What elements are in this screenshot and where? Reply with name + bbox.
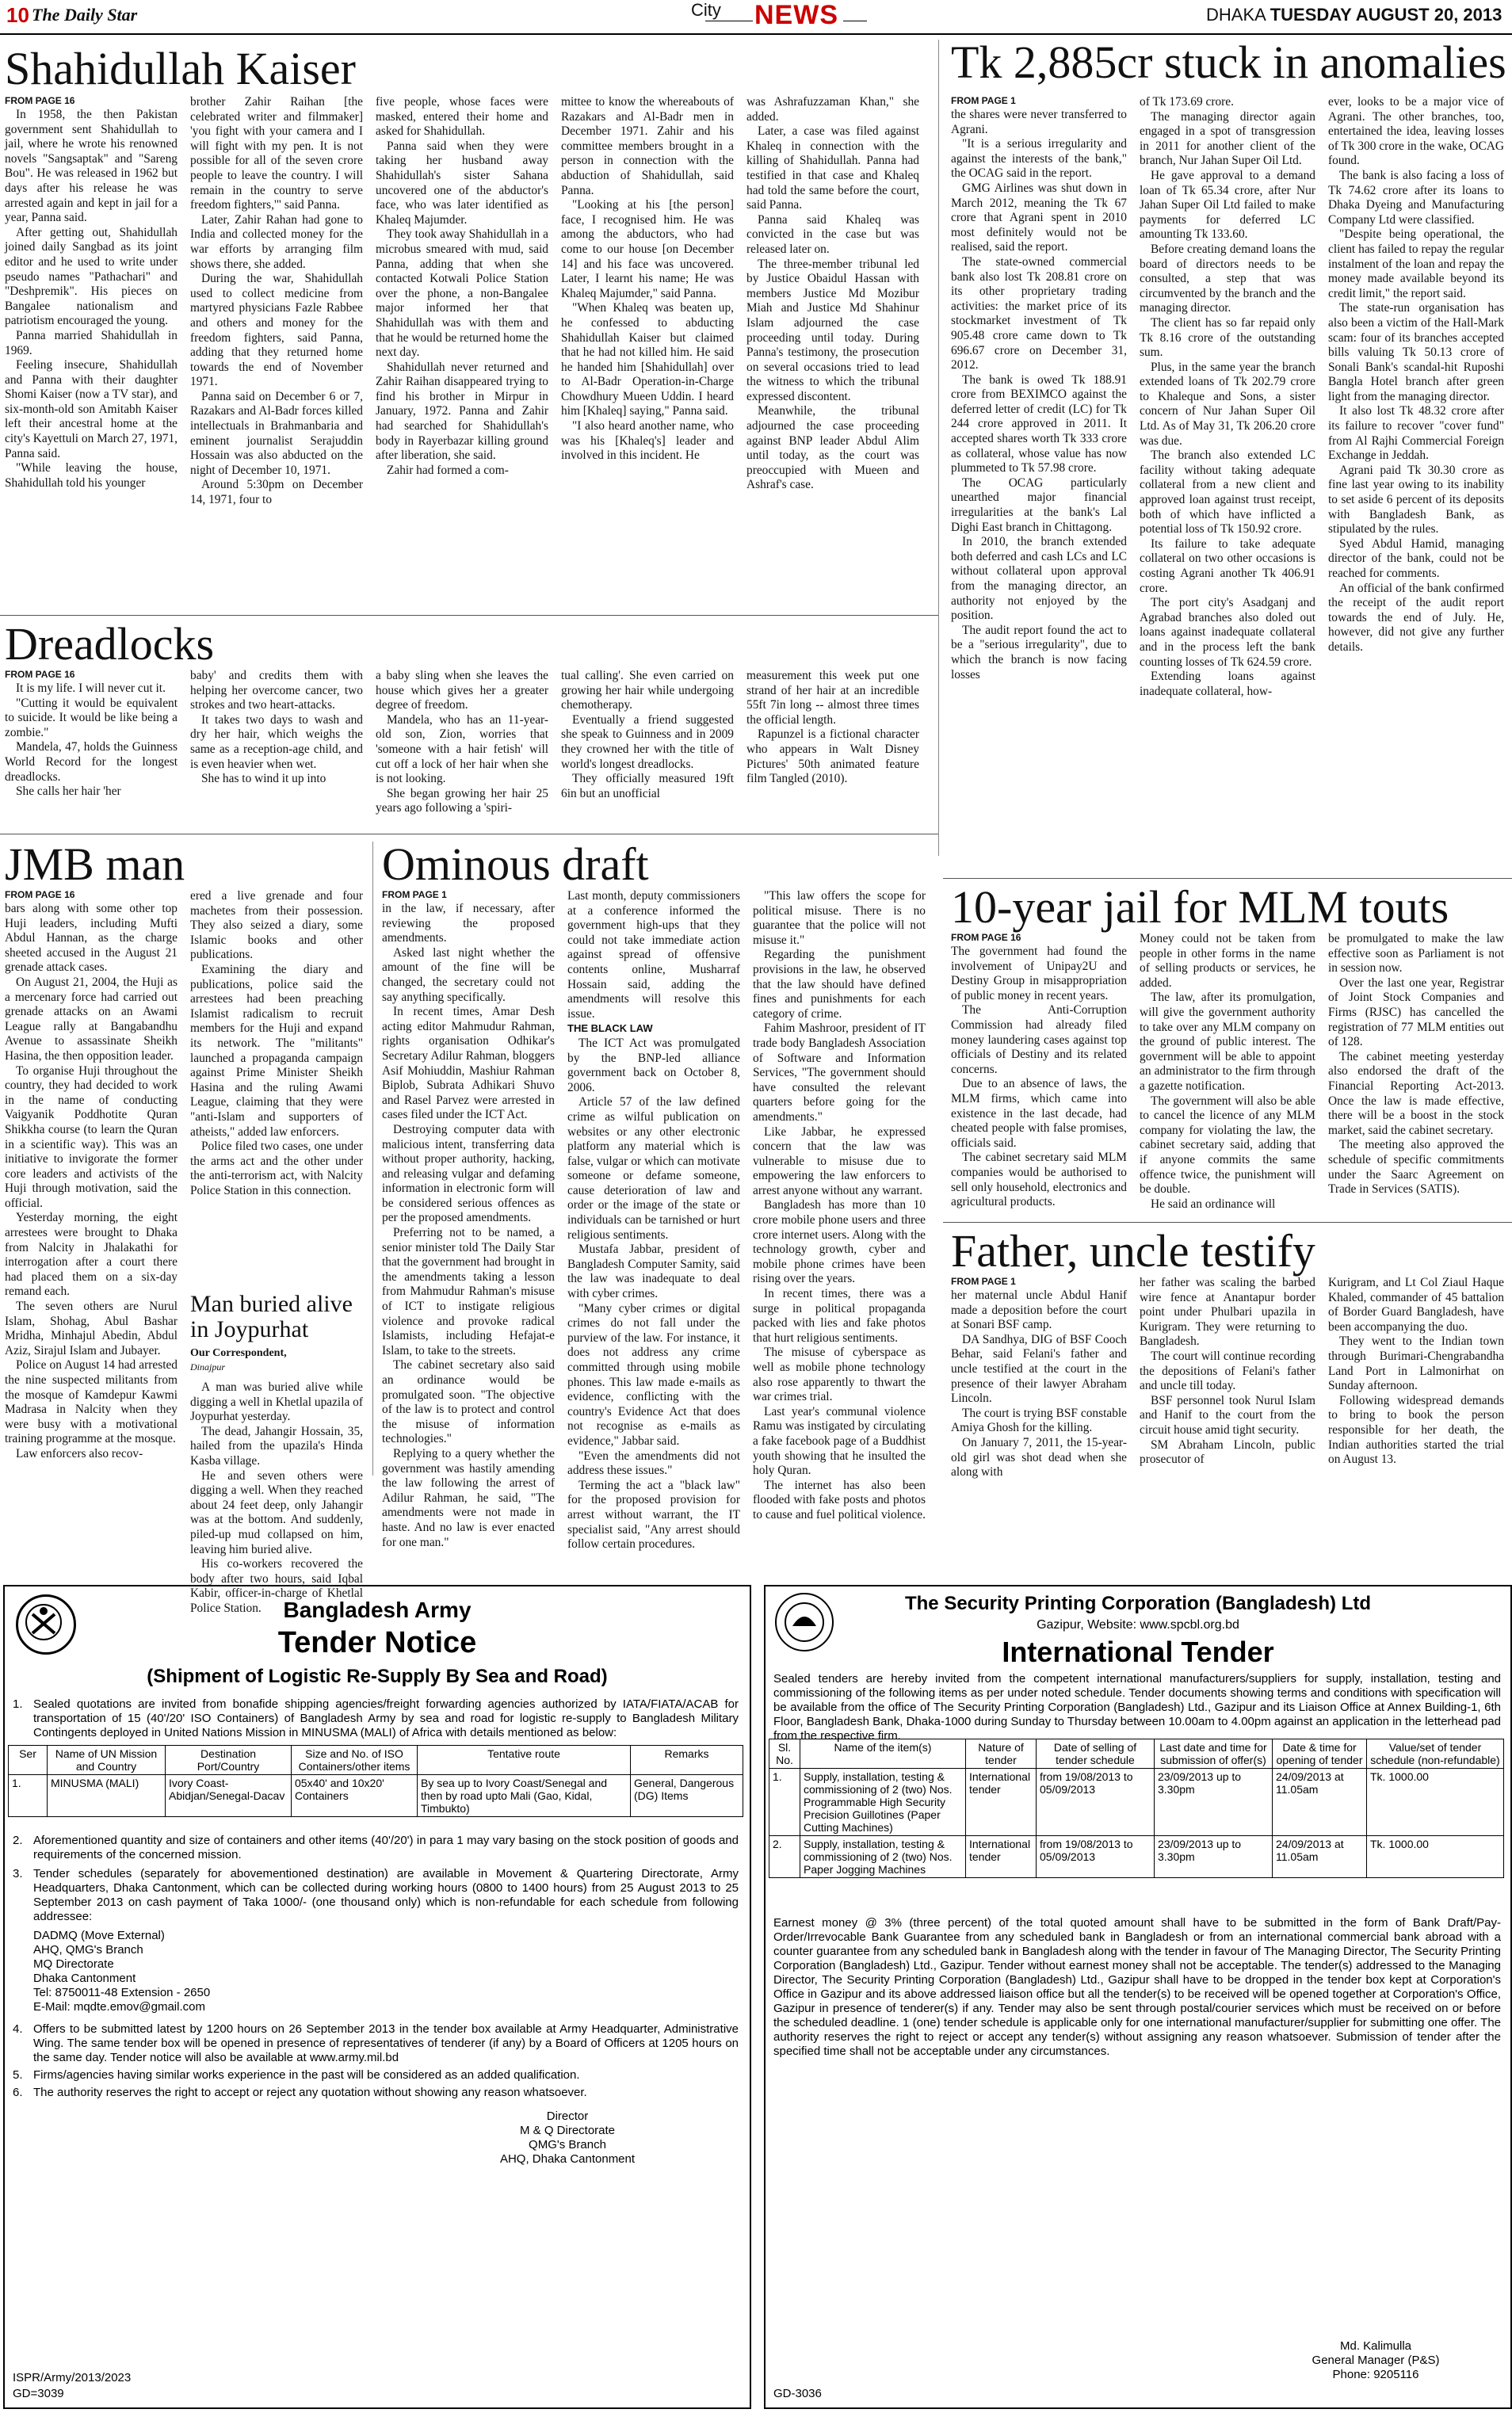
ad-reference: ISPR/Army/2013/2023 [13, 2371, 132, 2384]
story-dateline: Dinajpur [190, 1361, 226, 1373]
text-line: Dhaka Cantonment [33, 1972, 136, 1985]
paragraph: In recent times, there was a surge in political propaganda packed with lies and fake photos that hurt religious sentiments. [753, 1287, 926, 1345]
paragraph: her father was scaling the barbed wire fence at Anantapur border point under Phulbari upazila in Kurigram. They were returning to Bangladesh. [1140, 1276, 1315, 1349]
paragraph: The court will continue recording the depositions of Felani's father and uncle till today. [1140, 1349, 1315, 1393]
paragraph: Meanwhile, the tribunal adjourned the case proceeding against BNP leader Abdul Alim until today, as the court was preoccupied with Mueen and Ashraf's case. [746, 404, 919, 492]
table-cell: 1. [769, 1769, 800, 1836]
ad-signature [449, 2109, 686, 2167]
paragraph: "Many cyber crimes or digital crimes do not fall under the purview of the law. For instance, it does not address any crime committed through using mobile phones. This law made e-mails as evidence, conflicting with the country's Evidence Act that does not recognise as e-mails as evidence," Jabbar said. [567, 1301, 740, 1448]
table-cell: International tender [966, 1769, 1037, 1836]
story-column [1140, 95, 1315, 699]
paragraph: the shares were never transferred to Agrani. [951, 108, 1127, 136]
paragraph: She began growing her hair 25 years ago following a 'spiri- [376, 786, 548, 815]
table-header: Date of selling of tender schedule [1037, 1739, 1155, 1769]
paragraph: Asked last night whether the amount of the fine will be changed, the secretary could not say anything specifically. [382, 945, 555, 1004]
paragraph: In 1958, the then Pakistan government sent Shahidullah to jail, where he wrote his renowned novels "Sangsaptak" and "Sareng Bou". He was released in 1962 but days after his release he was arrested again and kept in jail for a year, Panna said. [5, 108, 178, 225]
kicker: FROM PAGE 16 [5, 669, 75, 680]
ad-item: Sealed quotations are invited from bonafide shipping agencies/freight forwarding agencies authorized by IATA/FIATA/ACAB for transportation of 15 (40'/20' ISO Containers) of Bangladesh Army by sea and road for logistic re-supply to Bangladesh Military Contingents deployed in United Nations Mission in MINUSMA (MALI) of Africa with details mentioned as below: [33, 1697, 739, 1739]
table-cell: General, Dangerous (DG) Items [631, 1775, 743, 1817]
paragraph: Yesterday morning, the eight arrestees were brought to Dhaka from Nalcity in Jhalakathi for interrogation after a court there had placed them on a six-day remand each. [5, 1211, 178, 1299]
paragraph: Agrani paid Tk 30.30 crore as fine last year owing to its inability to set aside 6 percent of its deposits with Bangladesh Bank, as stipulated by the rules. [1328, 463, 1504, 536]
paragraph: Zahir had formed a com- [387, 463, 509, 477]
kicker: FROM PAGE 16 [5, 889, 75, 900]
page-number: 10 [6, 3, 29, 27]
table-cell: 24/09/2013 at 11.05am [1273, 1769, 1367, 1836]
paragraph: "Cutting it would be equivalent to suicide. It would be like being a zombie." [5, 696, 178, 739]
paragraph: Like Jabbar, he expressed concern that the law was vulnerable to misuse due to empowering the law enforcers to arrest anyone without any warrant. [753, 1124, 926, 1197]
table-cell: 23/09/2013 up to 3.30pm [1155, 1769, 1273, 1836]
army-tender-ad [3, 1585, 751, 2409]
story-column [561, 95, 734, 464]
paragraph: Around 5:30pm on December 14, 1971, four to [190, 478, 363, 507]
paragraph: Last year's communal violence Ramu was instigated by circulating a fake facebook page of a Buddhist youth showing that he insulted the holy Quran. [753, 1404, 926, 1478]
story-column [753, 889, 926, 1523]
paragraph: He gave approval to a demand loan of Tk 65.34 crore, after Nur Jahan Super Oil Ltd failed to make payments for deferred LC amounting Tk 133.60. [1140, 168, 1315, 242]
paragraph: The law, after its promulgation, will give the government authority to take over any MLM company on the ground of public interest. The government will be able to appoint an administrator to the firm through a gazette notification. [1140, 991, 1315, 1093]
table-row [9, 1775, 743, 1817]
paragraph: The managing director again engaged in a spot of transgression in 2011 for another client of the branch, Nur Jahan Super Oil Ltd. [1140, 109, 1315, 168]
text-line: M & Q Directorate [519, 2124, 616, 2137]
ad-org: The Security Printing Corporation (Bangladesh) Ltd [904, 1593, 1372, 1614]
text-line: MQ Directorate [33, 1957, 114, 1971]
paragraph: Extending loans against inadequate collateral, how- [1140, 670, 1315, 698]
paragraph: The cabinet secretary also said an ordinance would be promulgated soon. "The objective of the law is to protect and control the misuse of information technologies." [382, 1358, 555, 1446]
paragraph: The misuse of cyberspace as well as mobile phone technology also rose apparently to thwart the war crimes trial. [753, 1346, 926, 1404]
ad-intro: Sealed tenders are hereby invited from the competent international manufacturers/suppliers for supply, installation, testing and commissioning of the following items as per under noted schedule. Tender documents showing terms and conditions with specification will be available from the office of The Security Printing Corporation (Bangladesh) Ltd., Gazipur and its Liaison Office at Annex Building-1, 6th Floor, Bangladesh Bank, Dhaka-1000 during Sunday to Thursday between 10.00am to 4.00pm against an application in the letterhead pad from the respective firm. [773, 1672, 1501, 1743]
paragraph: ered a live grenade and four machetes from their possession. They also seized a diary, some Islamic books and other publications. [190, 889, 363, 962]
ad-item: Aforementioned quantity and size of containers and other items (40'/20') in para 1 may vary basing on the stock position of goods and requirements of the concerned mission. [33, 1834, 739, 1861]
paragraph: measurement this week put one strand of her hair at an incredible 55ft 7in long -- almost three times the official length. [746, 669, 919, 727]
paragraph: "Looking at his [the person] face, I recognised him. He was among the abductors, who had come to our house [on December 14] and his face was uncovered. Later, I learnt his name; He was Khaleq Majumder," said Panna. [561, 198, 734, 300]
paragraph: The branch also extended LC facility without taking adequate collateral from a new client and approved loan against trust receipt, both of which have inflicted a potential loss of Tk 150.92 crore. [1140, 449, 1315, 536]
headline-ominous-draft: Ominous draft [382, 838, 649, 890]
ad-address: Gazipur, Website: www.spcbl.org.bd [1037, 1618, 1239, 1632]
paragraph: tual calling'. She even carried on growing her hair while undergoing chemotherapy. [561, 669, 734, 712]
byline: Our Correspondent, [190, 1347, 287, 1359]
paragraph: SM Abraham Lincoln, public prosecutor of [1140, 1437, 1315, 1467]
story-column [5, 682, 178, 800]
paragraph: The bank is owed Tk 188.91 crore from BEXIMCO against the deferred letter of credit (LC) for Tk 244 crore approved in 2011. It accepted shares worth Tk 333 crore as collateral, whose value has now plummeted to Tk 57.98 crore. [951, 372, 1127, 475]
paragraph: They took away Shahidullah in a microbus smeared with mud, said Panna, adding that when she contacted Kotwali Police Station over the phone, a non-Bangalee major informed her that Shahidullah was with them and that he would be returned home the next day. [376, 227, 548, 360]
table-cell: By sea up to Ivory Coast/Senegal and then by road upto Mali (Gao, Kidal, Timbukto) [418, 1775, 631, 1817]
paragraph: a baby sling when she leaves the house which gives her a greater degree of freedom. [376, 669, 548, 712]
story-column [1140, 932, 1315, 1212]
story-column [951, 945, 1127, 1210]
paragraph: The client has so far repaid only Tk 8.16 crore of the outstanding sum. [1140, 315, 1315, 360]
story-divider [0, 615, 938, 616]
ad-reference: GD-3036 [773, 2387, 822, 2400]
text-line: AHQ, QMG's Branch [33, 1943, 143, 1957]
paragraph: The ICT Act was promulgated by the BNP-led alliance government back on October 8, 2006. [567, 1036, 740, 1094]
paragraph: Rapunzel is a fictional character who appears in Walt Disney Pictures' 50th animated feature film Tangled (2010). [746, 727, 919, 786]
text-line: AHQ, Dhaka Cantonment [499, 2152, 636, 2166]
paragraph: A man was buried alive while digging a well in Khetlal upazila of Joypurhat yesterday. [190, 1380, 363, 1424]
paragraph: She has to wind it up into [201, 772, 326, 786]
story-column [190, 1380, 363, 1617]
paragraph: BSF personnel took Nurul Islam and Hanif to the court from the circuit house amid tight security. [1140, 1393, 1315, 1437]
paragraph: baby' and credits them with helping her overcome cancer, two strokes and two heart-attacks. [190, 669, 363, 712]
paragraph: It also lost Tk 48.32 crore after its failure to recover "cover fund" from Al Rajhi Commercial Foreign Exchange in Jeddah. [1328, 404, 1504, 463]
paragraph: Kurigram, and Lt Col Ziaul Haque Khaled, commander of 45 battalion of Border Guard Bangladesh, have been accompanying the duo. [1328, 1276, 1504, 1334]
paragraph: ever, looks to be a major vice of Agrani. The other branches, too, entertained the idea, leaving losses of Tk 300 crore in the wake, OCAG found. [1328, 95, 1504, 168]
kicker: FROM PAGE 1 [951, 95, 1016, 106]
table-cell: from 19/08/2013 to 05/09/2013 [1037, 1769, 1155, 1836]
text-line: Phone: 9205116 [1332, 2368, 1419, 2381]
table-cell: Supply, installation, testing & commissioning of 2 (two) Nos. Paper Jogging Machines [800, 1836, 966, 1878]
paragraph: The government will also be able to cancel the licence of any MLM company for violating the law, the cabinet secretary said, adding that if anyone commits the same offence twice, the punishment will be double. [1140, 1094, 1315, 1197]
table-row [769, 1769, 1504, 1836]
item-number: 5. [13, 2068, 23, 2082]
paragraph: Following widespread demands to bring to book the person responsible for her death, the Indian authorities started the trial on August 13. [1328, 1393, 1504, 1467]
kicker: FROM PAGE 16 [951, 932, 1021, 943]
story-column [746, 669, 919, 787]
paragraph: Later, a case was filed against Khaleq in connection with the killing of Shahidullah. Panna had testified in that case and Khaleq had told the same before the court, said Panna. [746, 124, 919, 212]
paragraph: in the law, if necessary, after reviewing the proposed amendments. [382, 902, 555, 945]
item-number: 3. [13, 1867, 23, 1880]
paragraph: The state-run organisation has also been a victim of the Hall-Mark scam: four of its branches accepted bills valuing Tk 50.13 crore of Sonali Bank's scandal-hit Ruposhi Bangla Hotel branch after green light from the managing director. [1328, 301, 1504, 403]
headline-mlm: 10-year jail for MLM touts [951, 881, 1449, 933]
text-line: E-Mail: mqdte.emov@gmail.com [33, 2000, 205, 2014]
paragraph: mittee to know the whereabouts of Razakars and Al-Badr men in December 1971. Zahir and his committee members brought in a person in connection with the abduction of Shahidullah, said Panna. [561, 95, 734, 197]
table-cell: 2. [769, 1836, 800, 1878]
dateline: DHAKA TUESDAY AUGUST 20, 2013 [1206, 5, 1502, 25]
headline-jmb: JMB man [5, 838, 185, 890]
paragraph: To organise Huji throughout the country, they had decided to work in the name of conducting Vaigyanik Poddhotite Quran Shikkha course (to learn the Quran in a scientific way). This was an initiative to invigorate the former core leaders and activists of the Huji through motivation, said the official. [5, 1063, 178, 1210]
table-header: Name of the item(s) [800, 1739, 966, 1769]
ad-item: Firms/agencies having similar works experience in the past will be considered as an added qualification. [33, 2068, 580, 2082]
kicker: FROM PAGE 1 [382, 889, 447, 900]
paragraph: "Even the amendments did not address these issues." [567, 1449, 740, 1478]
paragraph: bars along with some other top Huji leaders, including Mufti Abdul Hannan, as the charge sheeted accused in the August 21 grenade attack cases. [5, 902, 178, 975]
spcbl-schedule-table [769, 1739, 1504, 1878]
paragraph: five people, whose faces were masked, entered their home and asked for Shahidullah. [376, 95, 548, 139]
story-column [1328, 1276, 1504, 1468]
paragraph: He and seven others were digging a well. When they reached about 24 feet deep, only Jahangir was at the bottom. And suddenly, piled-up mud collapsed on him, leaving him buried alive. [190, 1468, 363, 1556]
table-header: Last date and time for submission of offer(s) [1155, 1739, 1273, 1769]
paragraph: her maternal uncle Abdul Hanif made a deposition before the court at Sonari BSF camp. [951, 1289, 1127, 1332]
page-header [0, 0, 1512, 32]
paragraph: Eventually a friend suggested she speak to Guinness and in 2009 they crowned her with the title of world's longest dreadlocks. [561, 712, 734, 771]
paragraph: Last month, deputy commissioners at a conference informed the government high-ups that they could not take immediate action against spread of offensive contents online, Musharraf Hossain said, adding the amendments will resolve this issue. [567, 889, 740, 1021]
text-line: General Manager (P&S) [1312, 2354, 1440, 2367]
column-rule [372, 842, 373, 1476]
table-cell: Tk. 1000.00 [1367, 1769, 1504, 1836]
paragraph: The internet has also been flooded with fake posts and photos to cause and fuel political violence. [753, 1478, 926, 1521]
paragraph: Destroying computer data with malicious intent, transferring data without proper authority, hacking, and releasing vulgar and defaming information in electronic form will be considered serious offences as per the proposed amendments. [382, 1122, 555, 1225]
paragraph: Preferring not to be named, a senior minister told The Daily Star that the government had brought in the amendments taking a lesson from Mahmudur Rahman's misuse of ICT to instigate religious violence and provoke radical Islamists, including Hefajat-e Islam, to take to the streets. [382, 1226, 555, 1357]
headline-buried-alive: Man buried alive in Joypurhat [190, 1291, 353, 1342]
paragraph: The OCAG particularly unearthed major financial irregularities at the bank's Lal Dighi East branch in Chittagong. [951, 475, 1127, 534]
paragraph: "This law offers the scope for political misuse. There is no guarantee that the police will not misuse it." [753, 889, 926, 947]
section-label: NEWS [754, 0, 838, 30]
story-column [190, 669, 363, 787]
paragraph: was Ashrafuzzaman Khan," she added. [746, 95, 919, 124]
paragraph: DA Sandhya, DIG of BSF Cooch Behar, said Felani's father and uncle testified at the court in the presence of their lawyer Abraham Lincoln. [951, 1332, 1127, 1406]
ad-signature [1257, 2339, 1495, 2382]
table-header: Ser [9, 1746, 48, 1775]
paragraph: The cabinet meeting yesterday also endorsed the draft of the Financial Reporting Act-2013. Once the law is made effective, there will be a boost in the stock market, said the cabinet secretary. [1328, 1049, 1504, 1137]
text-line: Tel: 8750011-48 Extension - 2650 [33, 1986, 211, 1999]
paragraph: They officially measured 19ft 6in but an unofficial [561, 772, 734, 800]
paragraph: The bank is also facing a loss of Tk 74.62 crore after its loans to Dhaka Dyeing and Manufacturing Company Ltd were classified. [1328, 168, 1504, 227]
paragraph: "While leaving the house, Shahidullah told his younger [5, 461, 178, 490]
paragraph: Plus, in the same year the branch extended loans of Tk 202.79 crore to Khaleque and Sons, a sister concern of Nur Jahan Super Oil Ltd. As of May 31, Tk 206.20 crore was due. [1140, 360, 1315, 448]
story-column [5, 108, 178, 491]
paragraph: In recent times, Amar Desh acting editor Mahmudur Rahman, rights organisation Odhikar's Secretary Adilur Rahman, bloggers Asif Mohiuddin, Mashiur Rahman Biplob, Subrata Adhikari Shuvo and Rasel Parvez were arrested in cases filed under the ICT Act. [382, 1005, 555, 1122]
paragraph: Its failure to take adequate collateral on two other occasions is costing Agrani another Tk 406.91 crore. [1140, 536, 1315, 595]
paragraph: brother Zahir Raihan [the celebrated writer and filmmaker] 'you fight with your camera and I will fight with my pen. It is not possible for all of the seven crore people to leave the country. I will remain in the country to serve freedom fighters,'" said Panna. [190, 95, 363, 212]
table-cell: Tk. 1000.00 [1367, 1836, 1504, 1878]
paragraph: The cabinet secretary said MLM companies would be authorised to sell only household, electronics and agricultural products. [951, 1151, 1127, 1209]
paragraph: Panna married Shahidullah in 1969. [5, 328, 178, 357]
ad-terms: Earnest money @ 3% (three percent) of the total quoted amount shall have to be submitted in the form of Bank Draft/Pay-Order/Irrevocable Bank Guarantee from any scheduled bank in Bangladesh or from an international commercial bank abroad with a counter guarantee from any scheduled bank in Bangladesh along with the tender in favour of The Managing Director, The Security Printing Corporation (Bangladesh) Ltd., Gazipur. Tender without earnest money shall not be acceptable. The tender(s) addressed to the Managing Director, The Security Printing Corporation (Bangladesh) Ltd., Gazipur shall have to be dropped in the tender box kept at Corporation's Office in Gazipur and its above addressed liaison office but all the tender(s) to be received will be opened together at Corporation's Office, Gazipur in presence of tenderer(s) if any. Tender may also be sent through postal/courier services which must be received on or before the scheduled deadline. 1 (one) tender schedule is applicable only for one international manufacturer/supplier for submitting one offer. The authority reserves the right to reject or accept any tender(s) without assigning any reason whatsoever. Submission of tender after the specified time shall not be acceptable under any circumstances. [773, 1916, 1501, 2058]
story-column [561, 669, 734, 801]
story-divider [943, 1222, 1512, 1223]
masthead-logo: The Daily Star [32, 5, 138, 25]
paragraph: Police filed two cases, one under the arms act and the other under the anti-terrorism act, with Nalcity Police Station in this connection. [190, 1140, 363, 1197]
paragraph: Later, Zahir Rahan had gone to India and collected money for the war efforts by arranging film shows there, she added. [190, 212, 363, 271]
text-line: DADMQ (Move External) [33, 1929, 165, 1942]
story-column [746, 95, 919, 493]
story-column [190, 95, 363, 508]
paragraph: Replying to a query whether the government was hastily amending the law following the arrest of Adilur Rahman, he said, "The amendments were not made in haste. And no law is ever enacted for one man." [382, 1446, 555, 1549]
paragraph: THE BLACK LAW [567, 1022, 653, 1035]
paragraph: The seven others are Nurul Islam, Shohag, Abul Bashar Mridha, Minhajul Abedin, Abdul Aziz, Sirajul Islam and Jubayer. [5, 1300, 178, 1357]
item-number: 1. [13, 1697, 23, 1711]
paragraph: Money could not be taken from people in other forms in the name of selling products or services, he added. [1140, 932, 1315, 990]
paragraph: His co-workers recovered the body after two hours, said Iqbal Kabir, officer-in-charge of Khetlal Police Station. [190, 1557, 363, 1615]
paragraph: "When Khaleq was beaten up, he confessed to abducting Shahidullah Kaiser but claimed that he had not killed him. He said he handed him [Shahidullah] over to Al-Badr Operation-in-Charge Chowdhury Mueen Uddin. I heard him [Khaleq] saying," Panna said. [561, 301, 734, 418]
paragraph: Panna said when they were taking her husband away Shahidullah's sister Sahana uncovered one of the abductor's face, who was later identified as Khaleq Majumder. [376, 139, 548, 227]
paragraph: On January 7, 2011, the 15-year-old girl was shot dead when she along with [951, 1435, 1127, 1479]
headline-anomalies: Tk 2,885cr stuck in anomalies [951, 36, 1506, 88]
paragraph: It takes two days to wash and dry her hair, which weighs the same as a reception-age child, and is even heavier when wet. [190, 712, 363, 771]
paragraph: Law enforcers also recov- [16, 1446, 143, 1460]
paragraph: The court is trying BSF constable Amiya Ghosh for the killing. [951, 1406, 1127, 1435]
story-column [1328, 932, 1504, 1197]
paragraph: The dead, Jahangir Hossain, 35, hailed from the upazila's Hinda Kasba village. [190, 1424, 363, 1468]
story-column [1140, 1276, 1315, 1468]
paragraph: Due to an absence of laws, the MLM firms, which came into existence in the last decade, had cheated people with false promises, officials said. [951, 1077, 1127, 1150]
item-number: 4. [13, 2022, 23, 2036]
table-header-row [769, 1739, 1504, 1769]
item-number: 6. [13, 2086, 23, 2099]
paragraph: "Despite being operational, the client has failed to repay the regular instalment of the loan and repay the money made available beyond its credit limit," the report said. [1328, 227, 1504, 300]
table-cell: 1. [9, 1775, 48, 1817]
ad-item: The authority reserves the right to accept or reject any quotation without showing any reason whatsoever. [33, 2086, 587, 2099]
paragraph: Syed Abdul Hamid, managing director of the bank, could not be reached for comments. [1328, 536, 1504, 580]
table-cell: International tender [966, 1836, 1037, 1878]
paragraph: Shahidullah never returned and Zahir Raihan disappeared trying to find his brother in Mirpur in January, 1972. Panna and Zahir had searched for Shahidullah's body in Rayerbazar killing ground after liberation, she said. [376, 360, 548, 463]
story-column [382, 902, 555, 1550]
paragraph: Examining the diary and publications, police said the arrestees had been preaching Islamist radicalism to recruit members for the Huji and expand its network. The "militants" launched a propaganda campaign against Prime Minister Sheikh Hasina and the ruling Awami League, claiming that they were "anti-Islam and supporters of atheists," added law enforcers. [190, 962, 363, 1139]
table-header: Size and No. of ISO Containers/other items [292, 1746, 418, 1775]
paragraph: The state-owned commercial bank also lost Tk 208.81 crore on its other proprietary trading activities: the market price of its stockmarket investment of Tk 905.48 crore came down to Tk 696.67 crore on December 31, 2012. [951, 254, 1127, 372]
story-column [567, 889, 740, 1552]
headline-dreadlocks: Dreadlocks [5, 618, 215, 670]
text-line: Director [546, 2109, 589, 2123]
table-header: Remarks [631, 1746, 743, 1775]
table-cell: 05x40' and 10x20' Containers [292, 1775, 418, 1817]
item-number: 2. [13, 1834, 23, 1847]
paragraph: An official of the bank confirmed the receipt of the audit report towards the end of July. He, however, did not give any further details. [1328, 581, 1504, 654]
table-cell: 24/09/2013 at 11.05am [1273, 1836, 1367, 1878]
paragraph: be promulgated to make the law effective soon as Parliament is not in session now. [1328, 932, 1504, 976]
table-header: Date & time for opening of tender [1273, 1739, 1367, 1769]
ad-item: Tender schedules (separately for abovementioned destination) are available in Movement & Quartering Directorate, Army Headquarters, Dhaka Cantonment, which can be collected during working hours (0800 to 1400 hours) from 25 August 2013 to 25 September 2013 on cash payment of Taka 1000/- (one thousand only) which is non-refundable for each schedule from following addressee: [33, 1867, 739, 1923]
paragraph: Mustafa Jabbar, president of Bangladesh Computer Samity, said the law was inadequate to deal with cyber crimes. [567, 1243, 740, 1301]
paragraph: Terming the act a "black law" for the proposed provision for arrest without warrant, the IT specialist said, "Any arrest should follow certain procedures. [567, 1478, 740, 1552]
table-header: Nature of tender [966, 1739, 1037, 1769]
ad-subtitle: (Shipment of Logistic Re-Supply By Sea and Road) [147, 1666, 608, 1687]
paragraph: They went to the Indian town through Burimari-Chengrabandha Land Port in Lalmonirhat on Sunday afternoon. [1328, 1334, 1504, 1393]
paragraph: Panna said Khaleq was convicted in the case but was released later on. [746, 212, 919, 256]
paragraph: The government had found the involvement of Unipay2U and Destiny Group in misappropriation of public money in recent years. [951, 945, 1127, 1002]
table-cell: Supply, installation, testing & commissioning of 2 (two) Nos. Programmable High Security Precision Guillotines (Paper Cutting Machines) [800, 1769, 966, 1836]
paragraph: After getting out, Shahidullah joined daily Sangbad as its joint editor and he used to write under pseudo names "Pathachari" and "Deshpremik". His pieces on Bangalee nationalism and patriotism encouraged the young. [5, 225, 178, 328]
text-line: Md. Kalimulla [1339, 2339, 1412, 2353]
story-column [376, 95, 548, 478]
ad-org: Bangladesh Army [283, 1598, 472, 1622]
table-cell: Ivory Coast-Abidjan/Senegal-Dacav [166, 1775, 292, 1817]
table-header: Value/set of tender schedule (non-refundable) [1367, 1739, 1504, 1769]
paragraph: She calls her hair 'her [16, 785, 121, 799]
paragraph: "It is a serious irregularity and against the interests of the bank," the OCAG said in the report. [951, 137, 1127, 181]
table-header: Sl. No. [769, 1739, 800, 1769]
paragraph: Before creating demand loans the board of directors needs to be consulted, a step that was circumvented by the branch and the managing director. [1140, 242, 1315, 315]
paragraph: Police on August 14 had arrested the nine suspected militants from the mosque of Kamdepur Kawmi Madrasa in Nalcity when they were busy with a motivational training programme at the mosque. [5, 1358, 178, 1446]
paragraph: Mandela, who has an 11-year-old son, Zion, worries that 'someone with a hair fetish' will cut off a lock of her hair when she is not looking. [376, 712, 548, 786]
paragraph: GMG Airlines was shut down in March 2012, meaning the Tk 67 crore that Agrani spent in 2010 most definitely would not be realised, said the report. [951, 181, 1127, 254]
paragraph: Panna said on December 6 or 7, Razakars and Al-Badr forces killed intellectuals in Brahmanbaria and eminent journalist Serajuddin Hossain was also abducted on the night of December 10, 1971. [190, 389, 363, 477]
paragraph: The Anti-Corruption Commission had already filed money laundering cases against top officials of Destiny and its related concerns. [951, 1003, 1127, 1076]
paragraph: Over the last one year, Registrar of Joint Stock Companies and Firms (RJSC) has cancelled the registration of 77 MLM entities out of 128. [1328, 976, 1504, 1049]
story-column [951, 108, 1127, 682]
story-divider [943, 878, 1512, 879]
paragraph: Feeling insecure, Shahidullah and Panna with their daughter Shomi Kaiser (now a TV star), and six-month-old son Amitabh Kaiser left their ancestral home at the city's Kayettuli on March 27, 1971, Panna said. [5, 358, 178, 460]
story-column [1328, 95, 1504, 655]
ad-reference: GD=3039 [13, 2387, 64, 2400]
paragraph: Bangladesh has more than 10 crore mobile phone users and three crore internet users. Along with the technology growth, cyber and mobile phone crimes have been rising over the years. [753, 1198, 926, 1286]
header-divider [0, 33, 1512, 35]
headline-kaiser: Shahidullah Kaiser [5, 43, 356, 94]
paragraph: He said an ordinance will [1151, 1197, 1276, 1211]
army-schedule-table [8, 1745, 743, 1817]
paragraph: The meeting also approved the schedule of specific commitments under the Saarc Agreement on Trade in Services (SATIS). [1328, 1138, 1504, 1197]
text-line: QMG's Branch [529, 2138, 606, 2151]
paragraph: Article 57 of the law defined crime as wilful publication on websites or any other electronic platform any material which is false, vulgar or which can motivate someone or defame someone, cause deterioration of law and order or the image of the state or individuals can be tarnished or hurt religious sentiments. [567, 1095, 740, 1242]
ad-item: Offers to be submitted latest by 1200 hours on 26 September 2013 in the tender box available at Army Headquarter, Administrative Wing. The same tender box will be opened in presence of representatives of tenderer (if any) by a Board of Officers at 1205 hours on the same day. Tender notice will also be available at www.army.mil.bd [33, 2022, 739, 2064]
ad-address [33, 1929, 739, 2014]
story-column [5, 902, 178, 1462]
kicker: FROM PAGE 16 [5, 95, 75, 106]
headline-father-uncle: Father, uncle testify [951, 1225, 1315, 1277]
kicker: FROM PAGE 1 [951, 1276, 1016, 1287]
paragraph: The three-member tribunal led by Justice Obaidul Hassan with members Justice Md Mozibur Miah and Justice Md Shahinur Islam adjourned the case proceeding until today. During Panna's testimony, the prosecution on several occasions tried to lead the witness to which the tribunal expressed discontent. [746, 257, 919, 403]
paragraph: "I also heard another name, who was his [Khaleq's] leader and involved in this incident. He [561, 419, 734, 463]
table-header: Destination Port/Country [166, 1746, 292, 1775]
column-rule [938, 40, 939, 856]
spcbl-tender-ad [764, 1585, 1512, 2409]
paragraph: On August 21, 2004, the Huji as a mercenary force had carried out grenade attacks on an Awami League rally at Bangabandhu Avenue to assassinate Sheikh Hasina, the then opposition leader. [5, 975, 178, 1063]
paragraph: The port city's Asadganj and Agrabad branches also doled out loans against inadequate collateral and in the process left the bank counting losses of Tk 624.59 crore. [1140, 596, 1315, 669]
story-column [951, 1289, 1127, 1480]
paragraph: During the war, Shahidullah used to collect medicine from martyred physicians Fazle Rabbee and others and money for the freedom fighters, said Panna, adding that they returned home towards the end of November 1971. [190, 272, 363, 389]
table-cell: 23/09/2013 up to 3.30pm [1155, 1836, 1273, 1878]
paragraph: Fahim Mashroor, president of IT trade body Bangladesh Association of Software and Information Services, "The government should have consulted the relevant quarters before going for the amendments." [753, 1021, 926, 1124]
section-name: City [691, 0, 721, 20]
table-header: Tentative route [418, 1746, 631, 1775]
paragraph: Regarding the punishment provisions in the law, he observed that the law should have defined fines and punishments for each category of crime. [753, 948, 926, 1021]
story-column [190, 889, 363, 1198]
table-row [769, 1836, 1504, 1878]
story-column [376, 669, 548, 816]
paragraph: Mandela, 47, holds the Guinness World Record for the longest dreadlocks. [5, 740, 178, 784]
ad-title: International Tender [1002, 1636, 1274, 1668]
paragraph: of Tk 173.69 crore. [1140, 95, 1234, 109]
paragraph: It is my life. I will never cut it. [16, 682, 166, 695]
paragraph: In 2010, the branch extended both deferred and cash LCs and LC without collateral upon approval from the managing director, an authority not enjoyed by the position. [951, 535, 1127, 623]
table-header-row [9, 1746, 743, 1775]
ad-title: Tender Notice [277, 1626, 477, 1659]
table-header: Name of UN Mission and Country [48, 1746, 166, 1775]
table-cell: from 19/08/2013 to 05/09/2013 [1037, 1836, 1155, 1878]
paragraph: The audit report found the act to be a "serious irregularity", due to which the branch is now facing losses [951, 623, 1127, 682]
table-cell: MINUSMA (MALI) [48, 1775, 166, 1817]
